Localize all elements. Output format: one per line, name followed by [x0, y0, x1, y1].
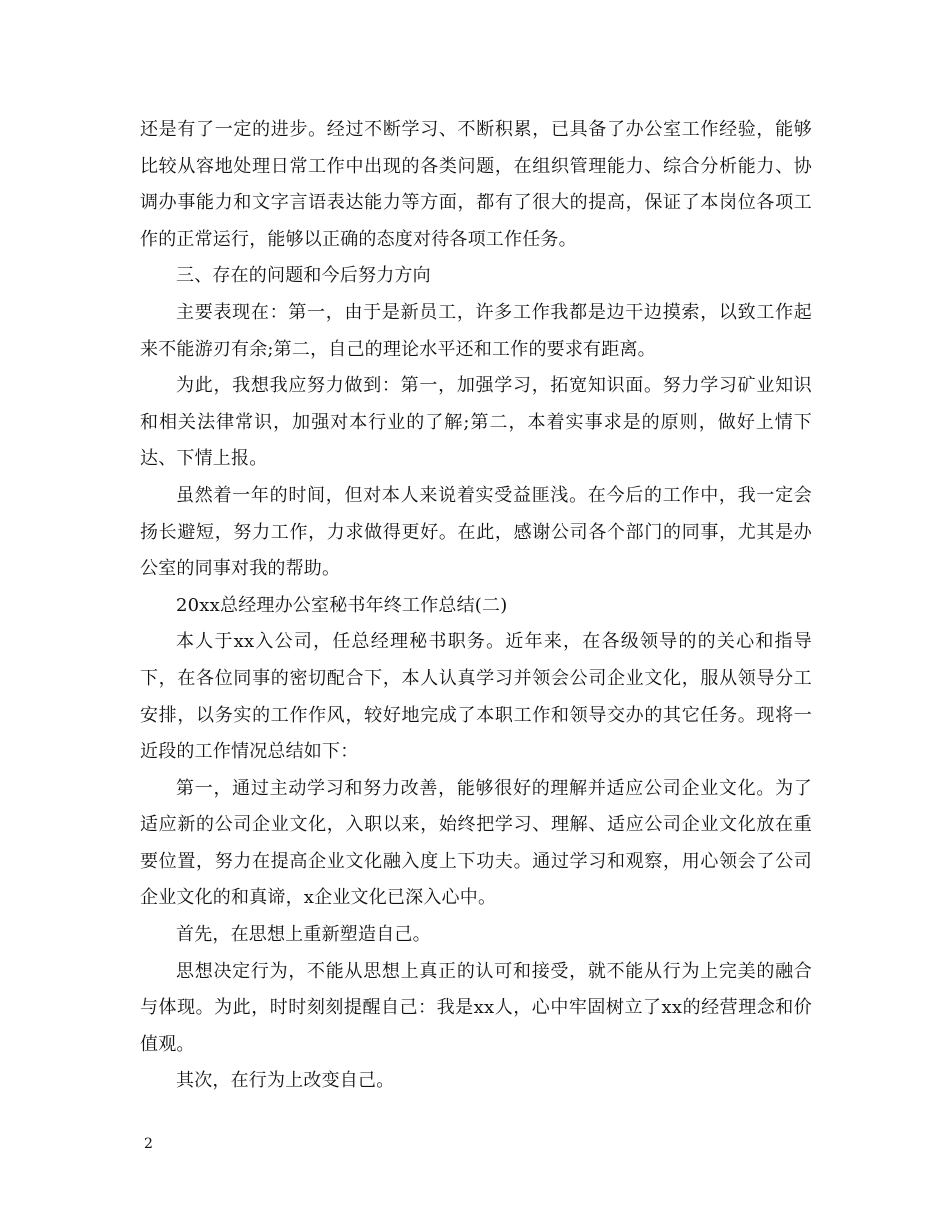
paragraph: 虽然着一年的时间，但对本人来说着实受益匪浅。在今后的工作中，我一定会扬长避短，努力工作，力求做得更好。在此，感谢公司各个部门的同事，尤其是办公室的同事对我的帮助。: [140, 484, 812, 580]
paragraph: 首先，在思想上重新塑造自己。: [176, 924, 431, 946]
paragraph: 主要表现在：第一，由于是新员工，许多工作我都是边干边摸索，以致工作起来不能游刃有余;第二，自己的理论水平还和工作的要求有距离。: [140, 301, 812, 360]
paragraph: 第一，通过主动学习和努力改善，能够很好的理解并适应公司企业文化。为了适应新的公司企业文化，入职以来，始终把学习、理解、适应公司企业文化放在重要位置，努力在提高企业文化融入度上下功夫。通过学习和观察，用心领会了公司企业文化的和真谛，x企业文化已深入心中。: [140, 777, 812, 909]
paragraph: 本人于xx入公司，任总经理秘书职务。近年来，在各级领导的的关心和指导下，在各位同事的密切配合下，本人认真学习并领会公司企业文化，服从领导分工安排，以务实的工作作风，较好地完成了本职工作和领导交办的其它任务。现将一近段的工作情况总结如下：: [140, 631, 812, 763]
page-number: 2: [144, 1136, 153, 1152]
paragraph: 为此，我想我应努力做到：第一，加强学习，拓宽知识面。努力学习矿业知识和相关法律常识，加强对本行业的了解;第二，本着实事求是的原则，做好上情下达、下情上报。: [140, 375, 812, 470]
paragraph: 思想决定行为，不能从思想上真正的认可和接受，就不能从行为上完美的融合与体现。为此，时时刻刻提醒自己：我是xx人，心中牢固树立了xx的经营理念和价值观。: [140, 960, 812, 1055]
paragraph: 还是有了一定的进步。经过不断学习、不断积累，已具备了办公室工作经验，能够比较从容地处理日常工作中出现的各类问题，在组织管理能力、综合分析能力、协调办事能力和文字言语表达能力等方面，都有了很大的提高，保证了本岗位各项工作的正常运行，能够以正确的态度对待各项工作任务。: [140, 119, 812, 250]
section-heading: 三、存在的问题和今后努力方向: [176, 265, 431, 287]
paragraph: 其次，在行为上改变自己。: [176, 1070, 395, 1092]
document-subtitle: 20xx总经理办公室秘书年终工作总结(二): [176, 594, 508, 616]
body-text: [140, 112, 812, 1100]
